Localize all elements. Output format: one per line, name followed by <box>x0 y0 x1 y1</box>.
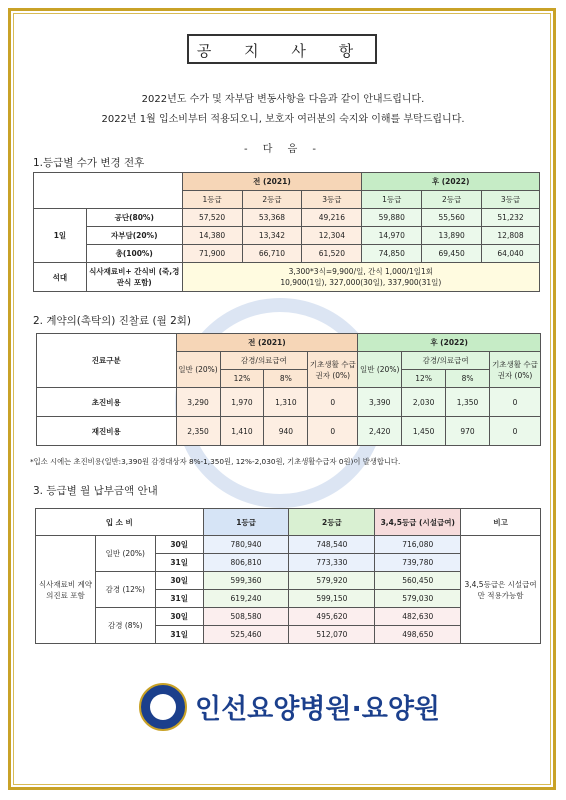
value-cell: 1,450 <box>402 417 446 446</box>
rate-12-header: 12% <box>402 370 446 388</box>
value-cell: 13,890 <box>422 227 482 245</box>
grade-3-header: 3등급 <box>302 191 362 209</box>
days-label: 31일 <box>155 554 203 572</box>
value-cell: 0 <box>308 417 358 446</box>
value-cell: 64,040 <box>482 245 540 263</box>
grade-345-header: 3,4,5등급 (시설급여) <box>375 509 461 536</box>
value-cell: 66,710 <box>242 245 302 263</box>
value-cell: 53,368 <box>242 209 302 227</box>
meal-label: 석대 <box>34 263 87 292</box>
value-cell: 55,560 <box>422 209 482 227</box>
before-2021-header: 전 (2021) <box>182 173 362 191</box>
type-header: 진료구분 <box>37 334 177 388</box>
intro-line-1: 2022년도 수가 및 자부담 변동사항을 다음과 같이 안내드립니다. <box>141 94 425 105</box>
rate-8-header: 8% <box>446 370 490 388</box>
value-cell: 716,080 <box>375 536 461 554</box>
value-cell: 599,360 <box>203 572 289 590</box>
value-cell: 0 <box>490 388 541 417</box>
section2-heading: 2. 계약의(촉탁의) 진찰료 (월 2회) <box>33 315 192 327</box>
value-cell: 773,330 <box>289 554 375 572</box>
corner-cell <box>34 173 183 209</box>
value-cell: 3,390 <box>358 388 402 417</box>
admission-fee-header: 입 소 비 <box>36 509 204 536</box>
section1-heading: 1.등급별 수가 변경 전후 <box>33 157 145 169</box>
before-2021-header: 전 (2021) <box>176 334 358 352</box>
value-cell: 2,350 <box>176 417 220 446</box>
group-label: 감경 (8%) <box>95 608 155 644</box>
days-label: 30일 <box>155 572 203 590</box>
logo-text: 인선요양병원·요양원 <box>195 694 440 725</box>
value-cell: 482,630 <box>375 608 461 626</box>
page-title: 공 지 사 항 <box>187 34 377 64</box>
value-cell: 806,810 <box>203 554 289 572</box>
value-cell: 13,342 <box>242 227 302 245</box>
value-cell: 512,070 <box>289 626 375 644</box>
general-header: 일반 (20%) <box>176 352 220 388</box>
logo-emblem-icon <box>139 683 187 731</box>
row-label: 자부담(20%) <box>86 227 182 245</box>
value-cell: 619,240 <box>203 590 289 608</box>
value-cell: 599,150 <box>289 590 375 608</box>
value-cell: 970 <box>446 417 490 446</box>
row-label: 총(100%) <box>86 245 182 263</box>
section3-heading: 3. 등급별 월 납부금액 안내 <box>33 485 158 497</box>
rate-8-header: 8% <box>264 370 308 388</box>
value-cell: 739,780 <box>375 554 461 572</box>
grade-1-header: 1등급 <box>203 509 289 536</box>
meal-description: 식사재료비+ 간식비 (죽,경관식 포함) <box>86 263 182 292</box>
value-cell: 61,520 <box>302 245 362 263</box>
row-label: 공단(80%) <box>86 209 182 227</box>
remark-cell: 3,4,5등급은 시설급여만 적용가능함 <box>461 536 541 644</box>
value-cell: 579,030 <box>375 590 461 608</box>
value-cell: 560,450 <box>375 572 461 590</box>
hospital-logo <box>139 679 440 735</box>
value-cell: 495,620 <box>289 608 375 626</box>
meal-line-2: 10,900(1일), 327,000(30일), 337,900(31일) <box>280 278 442 287</box>
value-cell: 59,880 <box>362 209 422 227</box>
row-label: 초진비용 <box>37 388 177 417</box>
value-cell: 2,030 <box>402 388 446 417</box>
after-2022-header: 후 (2022) <box>358 334 541 352</box>
value-cell: 57,520 <box>182 209 242 227</box>
value-cell: 69,450 <box>422 245 482 263</box>
grade-3-header: 3등급 <box>482 191 540 209</box>
meal-detail <box>182 263 539 292</box>
value-cell: 1,970 <box>220 388 264 417</box>
value-cell: 508,580 <box>203 608 289 626</box>
value-cell: 0 <box>490 417 541 446</box>
days-label: 31일 <box>155 590 203 608</box>
value-cell: 780,940 <box>203 536 289 554</box>
value-cell: 1,410 <box>220 417 264 446</box>
reduction-header: 감경/의료급여 <box>220 352 308 370</box>
value-cell: 49,216 <box>302 209 362 227</box>
value-cell: 0 <box>308 388 358 417</box>
monthly-fee-table <box>35 508 541 644</box>
side-label: 식사재료비 계약의진료 포함 <box>36 536 96 644</box>
days-label: 31일 <box>155 626 203 644</box>
day-label: 1일 <box>34 209 87 263</box>
value-cell: 940 <box>264 417 308 446</box>
remarks-header: 비고 <box>461 509 541 536</box>
fee-change-table <box>33 172 540 292</box>
value-cell: 14,970 <box>362 227 422 245</box>
value-cell: 498,650 <box>375 626 461 644</box>
reduction-header: 감경/의료급여 <box>402 352 490 370</box>
days-label: 30일 <box>155 608 203 626</box>
value-cell: 579,920 <box>289 572 375 590</box>
dadeum-heading: - 다 음 - <box>243 144 323 155</box>
value-cell: 1,310 <box>264 388 308 417</box>
general-header: 일반 (20%) <box>358 352 402 388</box>
grade-2-header: 2등급 <box>242 191 302 209</box>
value-cell: 12,808 <box>482 227 540 245</box>
value-cell: 2,420 <box>358 417 402 446</box>
intro-line-2: 2022년 1월 입소비부터 적용되오니, 보호자 여러분의 숙지와 이해를 부탁드립니다. <box>101 114 465 125</box>
row-label: 재진비용 <box>37 417 177 446</box>
value-cell: 51,232 <box>482 209 540 227</box>
group-label: 일반 (20%) <box>95 536 155 572</box>
grade-1-header: 1등급 <box>182 191 242 209</box>
grade-2-header: 2등급 <box>289 509 375 536</box>
grade-2-header: 2등급 <box>422 191 482 209</box>
value-cell: 74,850 <box>362 245 422 263</box>
rate-12-header: 12% <box>220 370 264 388</box>
consultation-fee-table <box>36 333 541 446</box>
grade-1-header: 1등급 <box>362 191 422 209</box>
value-cell: 1,350 <box>446 388 490 417</box>
value-cell: 14,380 <box>182 227 242 245</box>
basic-header: 기초생활 수급권자 (0%) <box>308 352 358 388</box>
basic-header: 기초생활 수급권자 (0%) <box>490 352 541 388</box>
days-label: 30일 <box>155 536 203 554</box>
meal-line-1: 3,300*3식=9,900/일, 간식 1,000/1일1회 <box>288 267 434 276</box>
after-2022-header: 후 (2022) <box>362 173 540 191</box>
value-cell: 3,290 <box>176 388 220 417</box>
value-cell: 748,540 <box>289 536 375 554</box>
value-cell: 71,900 <box>182 245 242 263</box>
value-cell: 525,460 <box>203 626 289 644</box>
group-label: 감경 (12%) <box>95 572 155 608</box>
value-cell: 12,304 <box>302 227 362 245</box>
consultation-note: *입소 시에는 초진비용(일반:3,390원 감경대상자 8%-1,350원, 12%-2,030원, 기초생활수급자 0원)이 발생합니다. <box>30 457 401 466</box>
